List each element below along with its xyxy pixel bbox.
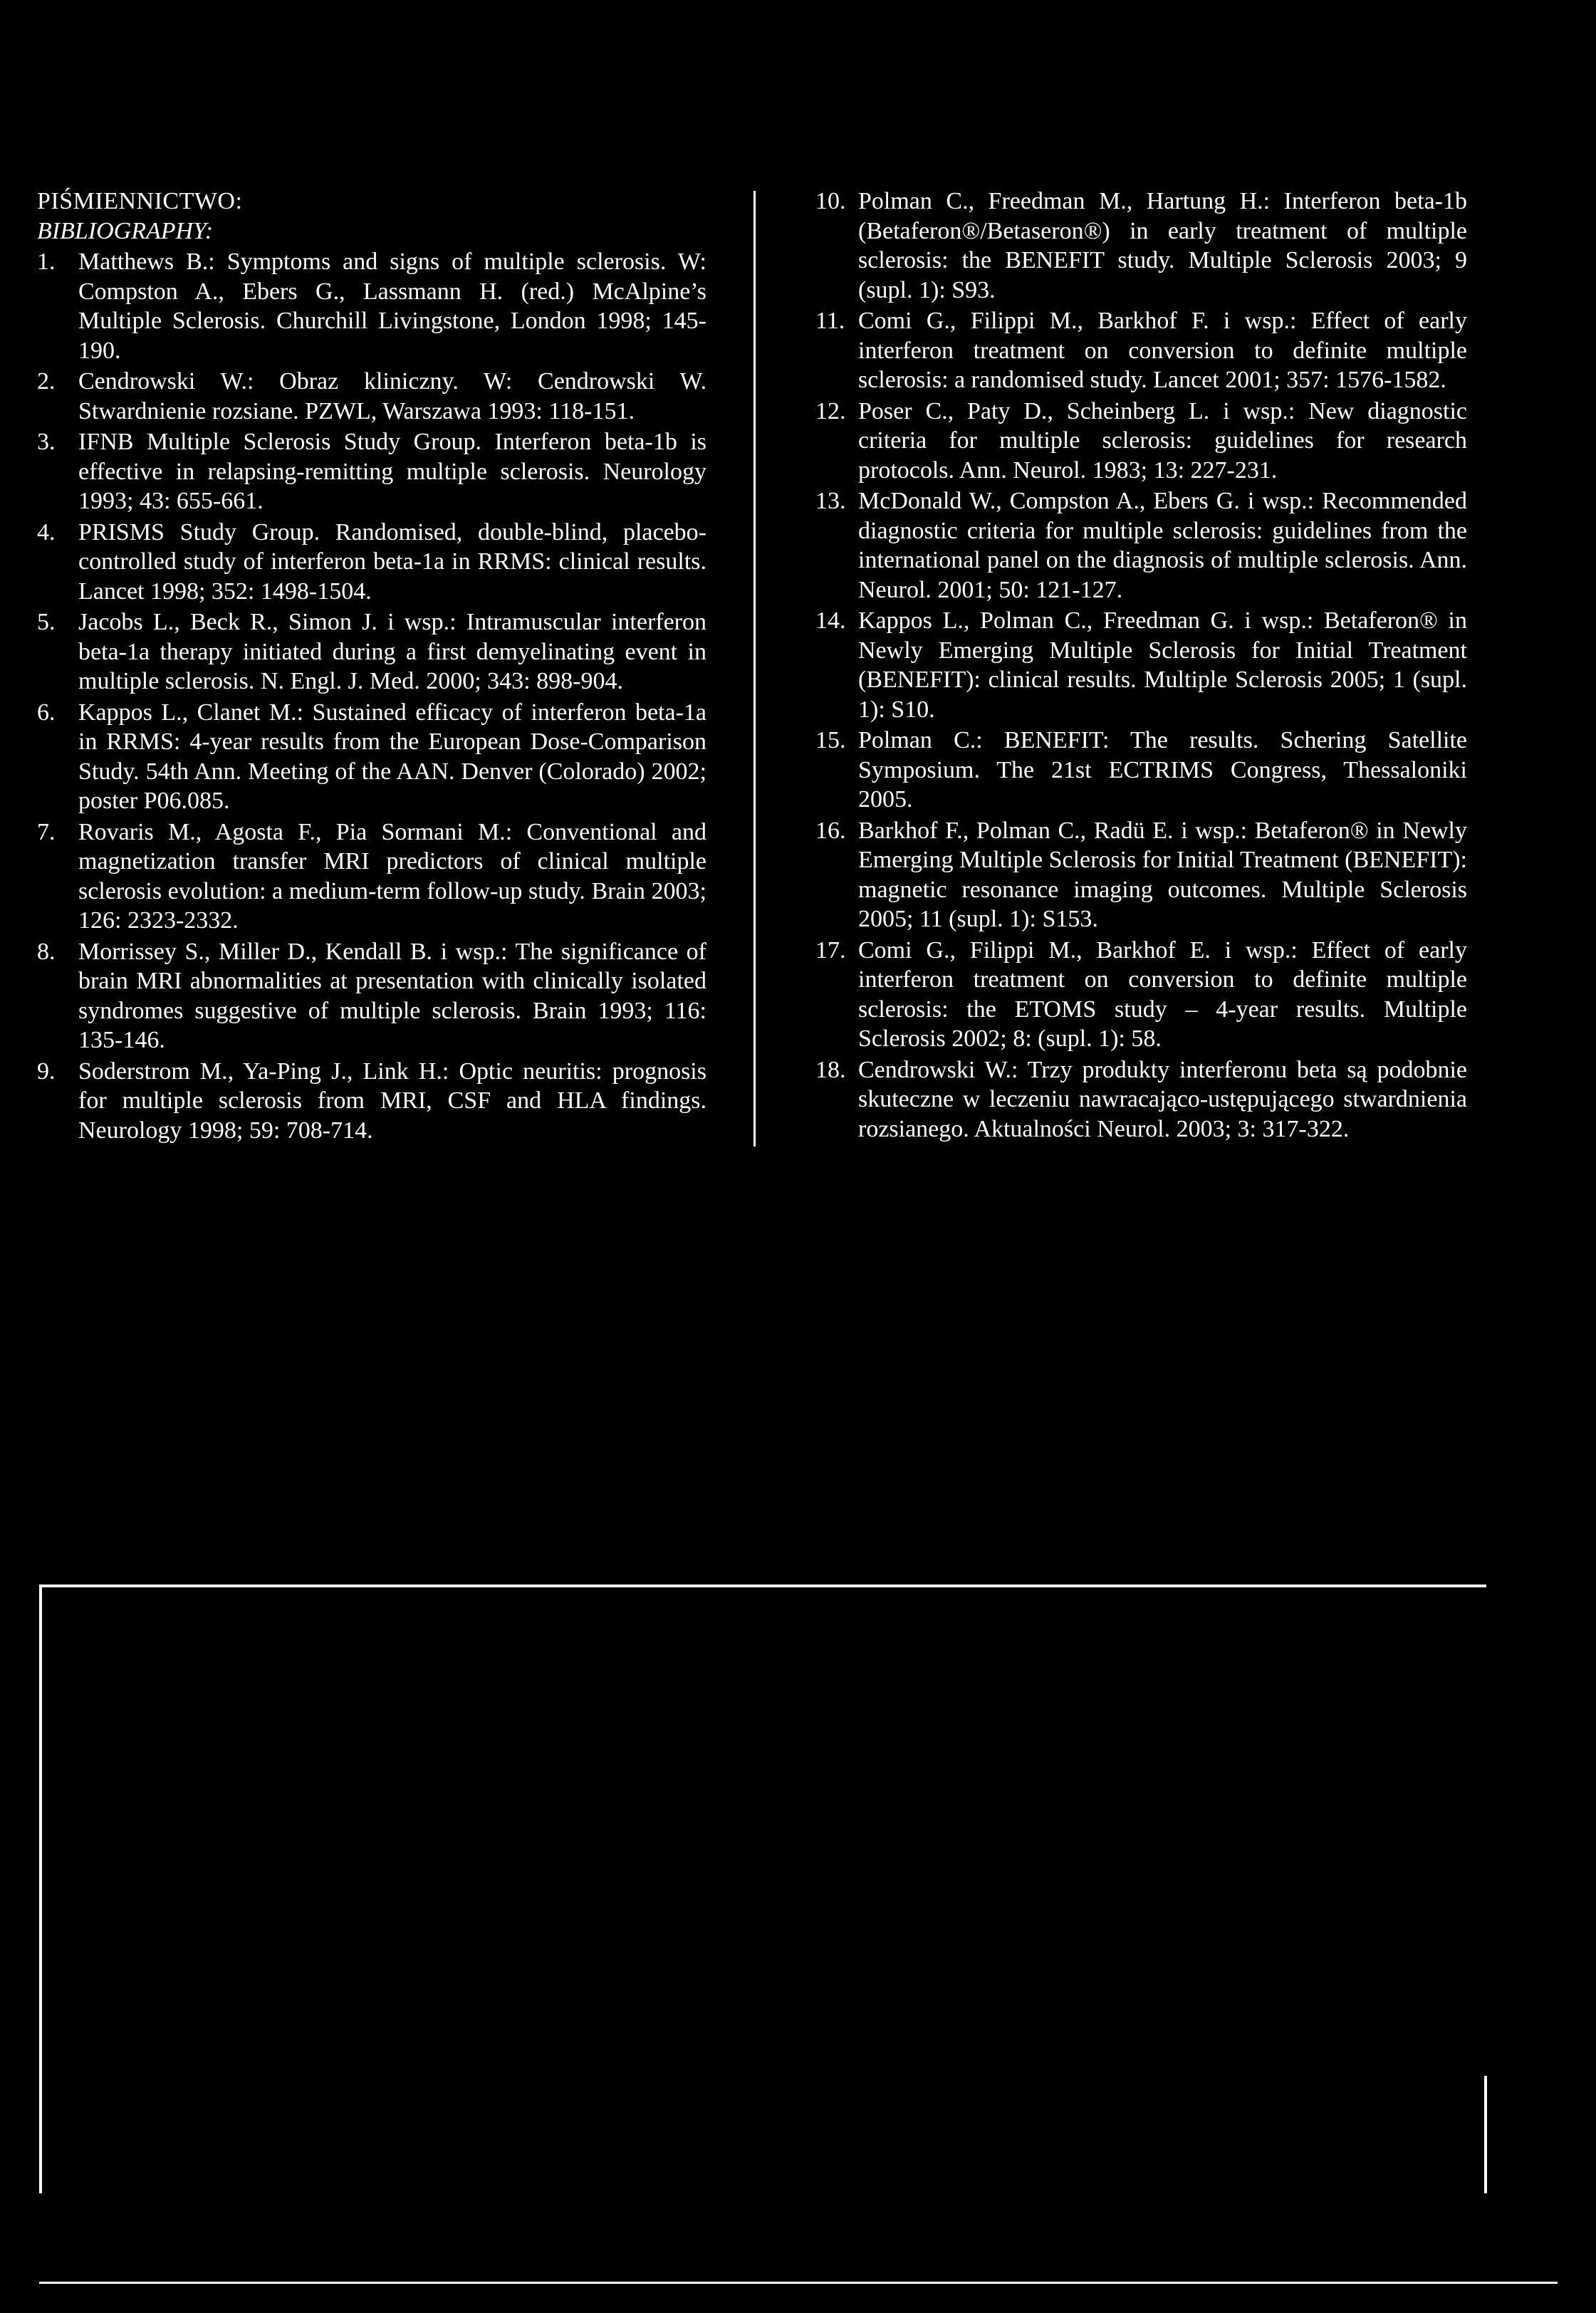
reference-text: Barkhof F., Polman C., Radü E. i wsp.: Betaferon® in Newly Emerging Multiple Sclerosis for Initial Treatment (BENEFIT): magnetic resonance imaging outcomes. Multiple Sclerosis 2005; 11 (supl. 1): S153.	[858, 817, 1467, 932]
reference-number: 13.	[815, 488, 846, 514]
reference-item	[815, 816, 1467, 934]
reference-number: 17.	[815, 936, 846, 964]
reference-number: 9.	[37, 1058, 56, 1085]
reference-text: Poser C., Paty D., Scheinberg L. i wsp.: New diagnostic criteria for multiple sclerosis: guidelines for research protocols. Ann. Neurol. 1983; 13: 227-231.	[858, 397, 1467, 484]
reference-text: Comi G., Filippi M., Barkhof F. i wsp.: Effect of early interferon treatment on conversion to definite multiple sclerosis: a randomised study. Lancet 2001; 357: 1576-1582.	[858, 308, 1467, 393]
reference-item	[815, 306, 1467, 395]
reference-item	[37, 367, 706, 426]
reference-number: 8.	[37, 938, 56, 965]
frame-right-edge	[1484, 2076, 1487, 2193]
reference-text: Cendrowski W.: Trzy produkty interferonu beta są podobnie skuteczne w leczeniu nawracająco-ustępującego stwardnienia rozsianego. Aktualności Neurol. 2003; 3: 317-322.	[858, 1056, 1467, 1142]
reference-number: 4.	[37, 518, 56, 545]
reference-item	[815, 1055, 1467, 1144]
reference-text: Comi G., Filippi M., Barkhof E. i wsp.: Effect of early interferon treatment on conversion to definite multiple sclerosis: the ETOMS study – 4-year results. Multiple Sclerosis 2002; 8: (supl. 1): 58.	[858, 936, 1467, 1052]
reference-item	[37, 247, 706, 365]
reference-text: PRISMS Study Group. Randomised, double-blind, placebo-controlled study of interferon beta-1a in RRMS: clinical results. Lancet 1998; 352: 1498-1504.	[78, 518, 706, 605]
reference-text: Polman C.: BENEFIT: The results. Schering Satellite Symposium. The 21st ECTRIMS Congress, Thessaloniki 2005.	[858, 727, 1467, 813]
reference-item	[815, 936, 1467, 1054]
reference-item	[815, 486, 1467, 605]
reference-item	[37, 427, 706, 516]
reference-text: IFNB Multiple Sclerosis Study Group. Interferon beta-1b is effective in relapsing-remitting multiple sclerosis. Neurology 1993; 43: 655-661.	[78, 429, 706, 514]
column-divider	[753, 191, 756, 1147]
reference-number: 16.	[815, 817, 846, 844]
bottom-rule	[39, 2282, 1558, 2284]
reference-item	[37, 937, 706, 1055]
reference-number: 15.	[815, 727, 846, 753]
references-subheading: BIBLIOGRAPHY:	[37, 217, 214, 244]
reference-number: 2.	[37, 368, 56, 395]
reference-text: Cendrowski W.: Obraz kliniczny. W: Cendrowski W. Stwardnienie rozsiane. PZWL, Warszawa 1993: 118-151.	[78, 368, 706, 424]
reference-item	[37, 518, 706, 607]
references-heading: PIŚMIENNICTWO:	[37, 188, 243, 214]
reference-list-right	[815, 187, 1467, 1144]
reference-number: 5.	[37, 609, 56, 635]
reference-item	[815, 187, 1467, 305]
reference-number: 1.	[37, 249, 56, 275]
reference-number: 18.	[815, 1056, 846, 1083]
reference-text: Soderstrom M., Ya-Ping J., Link H.: Optic neuritis: prognosis for multiple sclerosis from MRI, CSF and HLA findings. Neurology 1998; 59: 708-714.	[78, 1058, 706, 1144]
reference-number: 10.	[815, 188, 846, 214]
reference-number: 7.	[37, 818, 56, 845]
reference-number: 12.	[815, 397, 846, 424]
reference-text: Morrissey S., Miller D., Kendall B. i wsp.: The significance of brain MRI abnormalities at presentation with clinically isolated syndromes suggestive of multiple sclerosis. Brain 1993; 116: 135-146.	[78, 938, 706, 1053]
left-column	[37, 187, 706, 1147]
right-column	[815, 187, 1467, 1145]
reference-number: 6.	[37, 699, 56, 726]
reference-item	[37, 1057, 706, 1146]
reference-text: Matthews B.: Symptoms and signs of multiple sclerosis. W: Compston A., Ebers G., Lassmann H. (red.) McAlpine’s Multiple Sclerosis. Churchill Livingstone, London 1998; 145-190.	[78, 249, 706, 364]
reference-text: Kappos L., Polman C., Freedman G. i wsp.: Betaferon® in Newly Emerging Multiple Sclerosis for Initial Treatment (BENEFIT): clinical results. Multiple Sclerosis 2005; 1 (supl. 1): S10.	[858, 607, 1467, 723]
reference-text: Rovaris M., Agosta F., Pia Sormani M.: Conventional and magnetization transfer MRI predictors of clinical multiple sclerosis evolution: a medium-term follow-up study. Brain 2003; 126: 2323-2332.	[78, 818, 706, 934]
reference-item	[37, 818, 706, 936]
reference-text: Kappos L., Clanet M.: Sustained efficacy of interferon beta-1a in RRMS: 4-year results from the European Dose-Comparison Study. 54th Ann. Meeting of the AAN. Denver (Colorado) 2002; poster P06.085.	[78, 699, 706, 814]
reference-text: McDonald W., Compston A., Ebers G. i wsp.: Recommended diagnostic criteria for multiple sclerosis: guidelines from the international panel on the diagnosis of multiple sclerosis. Ann. Neurol. 2001; 50: 121-127.	[858, 488, 1467, 603]
reference-text: Polman C., Freedman M., Hartung H.: Interferon beta-1b (Betaferon®/Betaseron®) in early treatment of multiple sclerosis: the BENEFIT study. Multiple Sclerosis 2003; 9 (supl. 1): S93.	[858, 188, 1467, 303]
reference-text: Jacobs L., Beck R., Simon J. i wsp.: Intramuscular interferon beta-1a therapy initiated during a first demyelinating event in multiple sclerosis. N. Engl. J. Med. 2000; 343: 898-904.	[78, 609, 706, 694]
empty-frame	[39, 1584, 1486, 2193]
reference-item	[815, 726, 1467, 815]
reference-item	[37, 698, 706, 816]
reference-item	[37, 607, 706, 696]
reference-number: 14.	[815, 607, 846, 634]
reference-item	[815, 397, 1467, 486]
reference-list-left	[37, 247, 706, 1145]
reference-number: 3.	[37, 429, 56, 455]
reference-number: 11.	[815, 308, 845, 334]
reference-item	[815, 606, 1467, 724]
